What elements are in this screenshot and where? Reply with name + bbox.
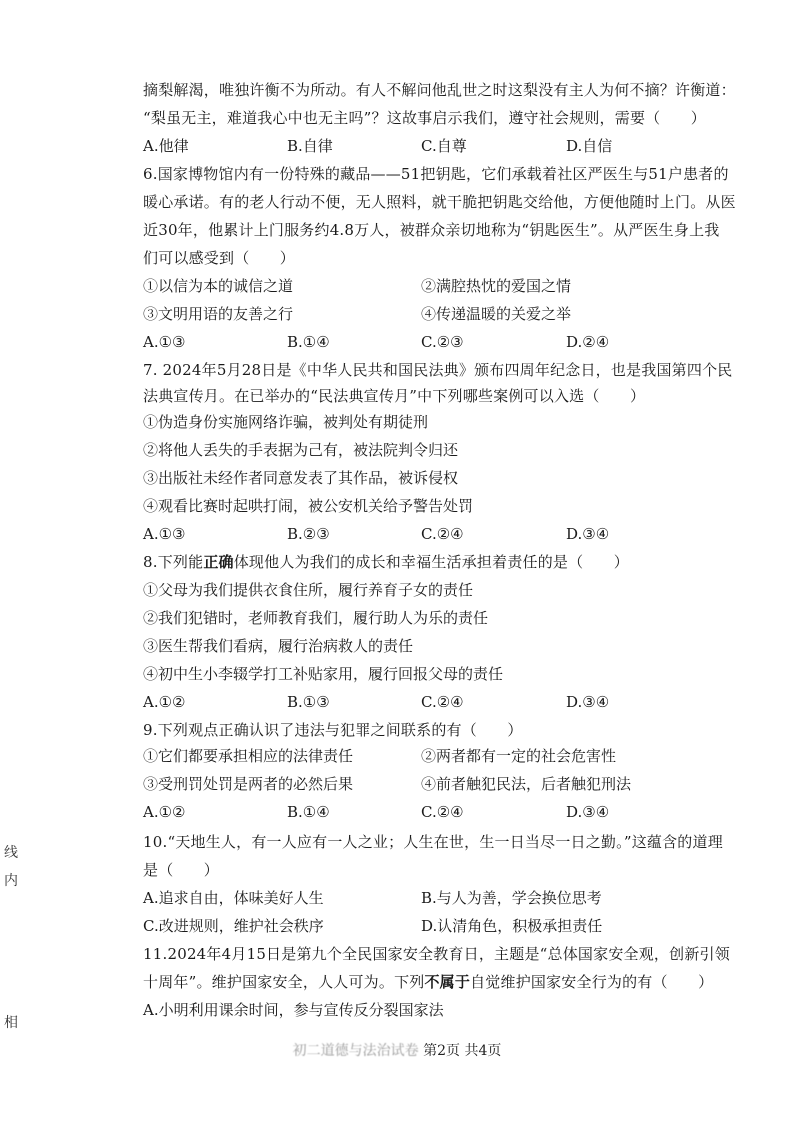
- q6-line-4: 们可以感受到（ ）: [143, 249, 296, 267]
- q10-option-d: D.认清角色，积极承担责任: [421, 917, 603, 935]
- q5-line-1: 摘梨解渴，唯独许衡不为所动。有人不解问他乱世之时这梨没有主人为何不摘？许衡道：: [143, 81, 736, 99]
- q5-option-b: B.自律: [287, 137, 333, 155]
- q9-option-a: A.①②: [143, 803, 186, 821]
- footer-total-pages: 共4页: [464, 1043, 502, 1059]
- q7-item-1: ①伪造身份实施网络诈骗，被判处有期徒刑: [143, 413, 429, 431]
- q9-item-3: ③受刑罚处罚是两者的必然后果: [143, 775, 354, 793]
- q7-option-b: B.②③: [287, 525, 330, 543]
- q9-item-4: ④前者触犯民法，后者触犯刑法: [421, 775, 632, 793]
- q11-line-2-prefix: 十周年”。维护国家安全，人人可为。下列: [143, 973, 425, 991]
- q6-line-1: 6.国家博物馆内有一份特殊的藏品——51把钥匙，它们承载着社区严医生与51户患者的: [143, 165, 729, 183]
- q6-option-c: C.②③: [421, 333, 464, 351]
- q10-option-c: C.改进规则，维护社会秩序: [143, 917, 324, 935]
- q11-line-2-suffix: 自觉维护国家安全行为的有（ ）: [470, 973, 714, 991]
- page-footer: [0, 1040, 794, 1060]
- q5-option-c: C.自尊: [421, 137, 467, 155]
- q8-option-d: D.③④: [566, 693, 610, 711]
- q6-item-2: ②满腔热忱的爱国之情: [421, 277, 572, 295]
- q11-line-1: 11.2024年4月15日是第九个全民国家安全教育日，主题是“总体国家安全观，创新引领: [143, 945, 730, 963]
- q5-option-d: D.自信: [566, 137, 613, 155]
- q7-item-2: ②将他人丢失的手表据为己有，被法院判令归还: [143, 441, 459, 459]
- q6-line-2: 暖心承诺。有的老人行动不便，无人照料，就干脆把钥匙交给他，方便他随时上门。从医: [143, 193, 736, 211]
- q8-item-1: ①父母为我们提供衣食住所，履行养育子女的责任: [143, 581, 474, 599]
- q7-item-3: ③出版社未经作者同意发表了其作品，被诉侵权: [143, 469, 459, 487]
- footer-exam-name: 初二道德与法治试卷: [292, 1043, 419, 1059]
- q10-option-b: B.与人为善，学会换位思考: [421, 889, 602, 907]
- margin-char-1: 线: [4, 845, 18, 861]
- q6-item-4: ④传递温暖的关爱之举: [421, 305, 572, 323]
- q5-option-a: A.他律: [143, 137, 189, 155]
- q11-line-2: [143, 968, 714, 996]
- q11-option-a: A.小明利用课余时间，参与宣传反分裂国家法: [143, 1001, 444, 1019]
- q10-option-a: A.追求自由，体味美好人生: [143, 889, 324, 907]
- q10-line-2: 是（ ）: [143, 861, 220, 879]
- q8-option-c: C.②④: [421, 693, 464, 711]
- q8-option-a: A.①②: [143, 693, 186, 711]
- q6-line-3: 近30年，他累计上门服务约4.8万人，被群众亲切地称为“钥匙医生”。从严医生身上我: [143, 221, 720, 239]
- q6-option-d: D.②④: [566, 333, 610, 351]
- q7-option-a: A.①③: [143, 525, 186, 543]
- q8-item-3: ③医生帮我们看病，履行治病救人的责任: [143, 637, 414, 655]
- q8-stem-suffix: 体现他人为我们的成长和幸福生活承担着责任的是（ ）: [233, 553, 629, 571]
- q9-option-c: C.②④: [421, 803, 464, 821]
- q9-item-1: ①它们都要承担相应的法律责任: [143, 747, 354, 765]
- q7-option-c: C.②④: [421, 525, 464, 543]
- q6-item-3: ③文明用语的友善之行: [143, 305, 294, 323]
- margin-char-3: 相: [4, 1015, 18, 1031]
- q8-stem-prefix: 8.下列能: [143, 553, 204, 571]
- q6-option-b: B.①④: [287, 333, 330, 351]
- q5-line-2: “梨虽无主，难道我心中也无主吗”？这故事启示我们，遵守社会规则，需要（ ）: [143, 109, 706, 127]
- q9-item-2: ②两者都有一定的社会危害性: [421, 747, 617, 765]
- q7-line-2: 法典宣传月。在已举办的“民法典宣传月”中下列哪些案例可以入选（ ）: [143, 387, 646, 405]
- q8-stem-emphasis: 正确: [203, 553, 234, 571]
- margin-char-2: 内: [4, 873, 18, 889]
- q9-option-b: B.①④: [287, 803, 330, 821]
- q8-item-4: ④初中生小李辍学打工补贴家用，履行回报父母的责任: [143, 665, 504, 683]
- q9-option-d: D.③④: [566, 803, 610, 821]
- q6-option-a: A.①③: [143, 333, 186, 351]
- q6-item-1: ①以信为本的诚信之道: [143, 277, 294, 295]
- q7-option-d: D.③④: [566, 525, 610, 543]
- q8-item-2: ②我们犯错时，老师教育我们，履行助人为乐的责任: [143, 609, 489, 627]
- q7-line-1: 7. 2024年5月28日是《中华人民共和国民法典》颁布四周年纪念日，也是我国第四个民: [143, 361, 733, 379]
- footer-page-number: 第2页: [423, 1043, 460, 1059]
- q10-line-1: 10.“天地生人，有一人应有一人之业；人生在世，生一日当尽一日之勤。”这蕴含的道理: [143, 833, 723, 851]
- q8-stem: [143, 548, 688, 576]
- q8-option-b: B.①③: [287, 693, 330, 711]
- q7-item-4: ④观看比赛时起哄打闹，被公安机关给予警告处罚: [143, 497, 474, 515]
- q11-line-2-emphasis: 不属于: [424, 973, 471, 991]
- q9-line-1: 9.下列观点正确认识了违法与犯罪之间联系的有（ ）: [143, 721, 523, 739]
